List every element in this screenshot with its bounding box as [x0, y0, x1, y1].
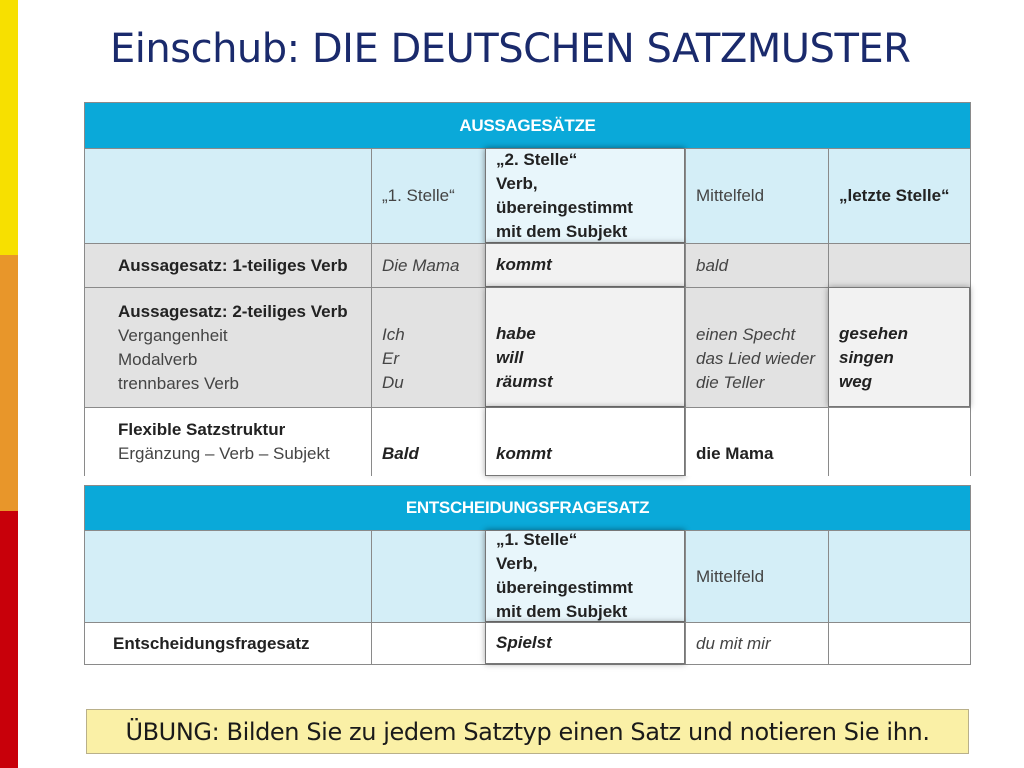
cell-mittelfeld: bald: [685, 243, 828, 287]
cell-empty: [371, 622, 485, 664]
table-row: [85, 287, 970, 407]
header-cell-empty: [828, 530, 970, 622]
table-header-row: [85, 148, 970, 243]
header-cell-mittelfeld: Mittelfeld: [685, 148, 828, 243]
cell-mittelfeld: du mit mir: [685, 622, 828, 664]
page-title: Einschub: DIE DEUTSCHEN SATZMUSTER: [110, 26, 911, 72]
table-row: [85, 243, 970, 287]
header-cell-empty: [85, 530, 371, 622]
cell-letzte-stelle: [828, 243, 970, 287]
header-cell-empty: [371, 530, 485, 622]
table-row: [85, 622, 970, 664]
header-cell-stelle1: „1. Stelle“ Verb, übereingestimmt mit dem Subjekt: [485, 530, 685, 622]
header-cell-stelle1: „1. Stelle“: [371, 148, 485, 243]
cell-stelle1: Spielst: [485, 622, 685, 664]
row-label: Aussagesatz: 2-teiliges Verb Vergangenheit Modalverb trennbares Verb: [85, 287, 371, 407]
cell-letzte-stelle: gesehen singen weg: [828, 287, 970, 407]
cell-stelle1: Bald: [371, 407, 485, 476]
header-cell-letzte-stelle: „letzte Stelle“: [828, 148, 970, 243]
row-label: Flexible Satzstruktur Ergänzung – Verb – Subjekt: [85, 407, 371, 476]
cell-stelle1: Ich Er Du: [371, 287, 485, 407]
aussagesaetze-table: [84, 102, 971, 476]
table-header-row: [85, 530, 970, 622]
table-row: [85, 407, 970, 476]
header-cell-stelle2: „2. Stelle“ Verb, übereingestimmt mit dem Subjekt: [485, 148, 685, 243]
cell-stelle2: kommt: [485, 407, 685, 476]
exercise-box: ÜBUNG: Bilden Sie zu jedem Satztyp einen Satz und notieren Sie ihn.: [86, 709, 969, 754]
cell-stelle2: habe will räumst: [485, 287, 685, 407]
cell-mittelfeld: einen Specht das Lied wieder die Teller: [685, 287, 828, 407]
cell-stelle1: Die Mama: [371, 243, 485, 287]
accent-stripe-red: [0, 511, 18, 768]
table-heading: ENTSCHEIDUNGSFRAGESATZ: [85, 486, 970, 530]
cell-mittelfeld: die Mama: [685, 407, 828, 476]
accent-stripe-yellow: [0, 0, 18, 255]
cell-stelle2: kommt: [485, 243, 685, 287]
cell-empty: [828, 622, 970, 664]
cell-letzte-stelle: [828, 407, 970, 476]
header-cell-mittelfeld: Mittelfeld: [685, 530, 828, 622]
table-heading: AUSSAGESÄTZE: [85, 103, 970, 148]
header-cell-empty: [85, 148, 371, 243]
row-label: Entscheidungsfragesatz: [85, 622, 371, 664]
entscheidungsfragesatz-table: [84, 485, 971, 665]
row-label: Aussagesatz: 1-teiliges Verb: [85, 243, 371, 287]
accent-stripe-orange: [0, 255, 18, 511]
